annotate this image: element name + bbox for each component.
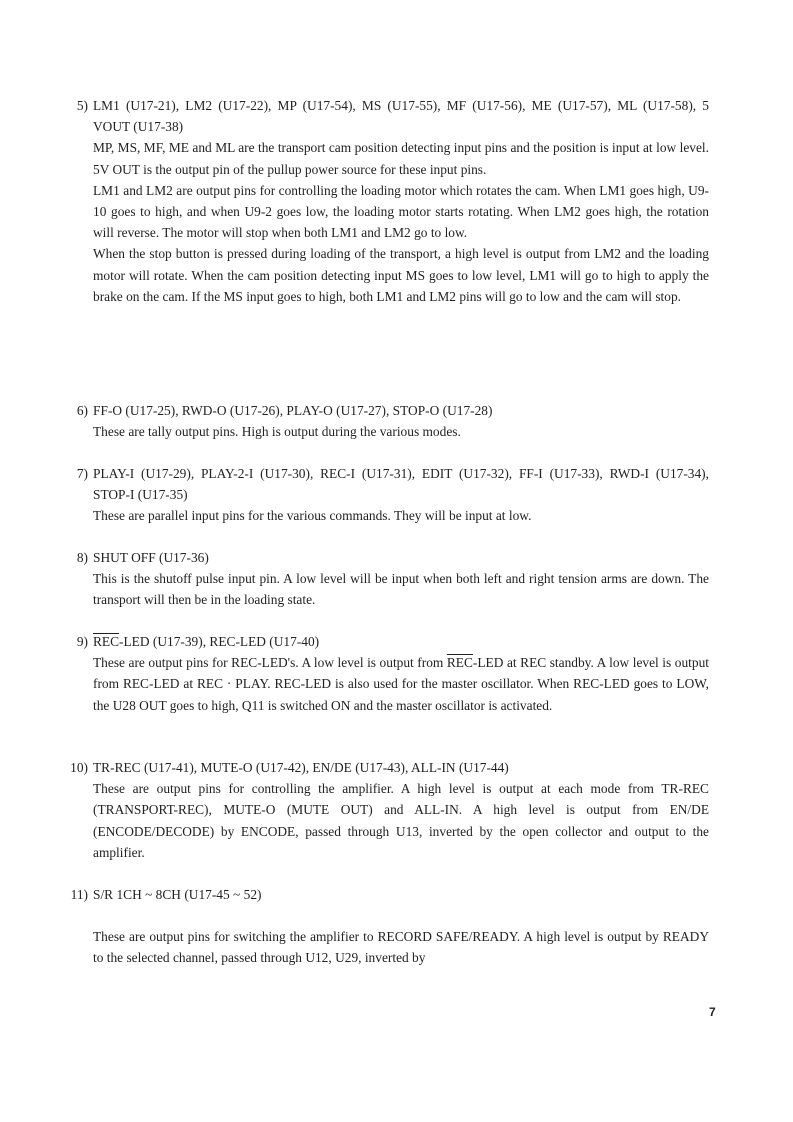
item-number: 9) [76, 634, 88, 649]
item-number: 5) [76, 98, 88, 113]
item-heading: SHUT OFF (U17-36) [93, 550, 209, 565]
item-paragraph: LM1 and LM2 are output pins for controlling the loading motor which rotates the cam. When LM1 goes high, U9-10 goes to high, and when U9-2 goes low, the loading motor starts rotating. When LM2 goes high, the rotation will reverse. The motor will stop when both LM1 and LM2 go to low. [93, 182, 709, 241]
item-paragraph: MP, MS, MF, ME and ML are the transport cam position detecting input pins and the position is input at low level. 5V OUT is the output pin of the pullup power source for these input pins. [93, 140, 709, 177]
item-number: 6) [76, 403, 88, 418]
item-heading: $\overline{REC}$-LED (U17-39), REC-LED (U17-40) [93, 634, 320, 649]
item-paragraph: These are output pins for switching the amplifier to RECORD SAFE/READY. A high level is output by READY to the selected channel, passed through U12, U29, inverted by [93, 929, 709, 966]
item-number: 7) [76, 466, 88, 481]
item-paragraph: These are output pins for controlling the amplifier. A high level is output at each mode from TR-REC (TRANSPORT-REC), MUTE-O (MUTE OUT) and ALL-IN. A high level is output from EN/DE (ENCODE/DECODE) by ENCODE, passed through U13, inverted by the open collector and output to the amplifier. [93, 781, 709, 860]
item-heading: FF-O (U17-25), RWD-O (U17-26), PLAY-O (U17-27), STOP-O (U17-28) [93, 403, 493, 418]
item-number: 10) [70, 760, 88, 775]
item-paragraph: These are parallel input pins for the various commands. They will be input at low. [93, 508, 532, 524]
overlined-text: $\overline{REC}$ [446, 655, 473, 671]
item-paragraph: When the stop button is pressed during loading of the transport, a high level is output from LM2 and the loading motor will rotate. When the cam position detecting input MS goes to low level, LM1 will go to high to apply the brake on the cam. If the MS input goes to high, both LM1 and LM2 pins will go to low and the cam will stop. [93, 246, 709, 304]
item-heading: S/R 1CH ~ 8CH (U17-45 ~ 52) [93, 887, 262, 902]
item-paragraph: These are output pins for REC-LED's. A low level is output from $\overline{REC}$-LED at REC standby. A low level is output from REC-LED at REC · PLAY. REC-LED is also used for the master oscillator. When REC-LED goes to LOW, the U28 OUT goes to high, Q11 is switched ON and the master oscillator is activated. [93, 655, 709, 713]
item-paragraph: This is the shutoff pulse input pin. A low level will be input when both left and right tension arms are down. The transport will then be in the loading state. [93, 571, 709, 608]
item-number: 8) [76, 550, 88, 565]
page-number: 7 [709, 1005, 716, 1019]
item-heading: PLAY-I (U17-29), PLAY-2-I (U17-30), REC-I (U17-31), EDIT (U17-32), FF-I (U17-33), RWD-I (U17-34), STOP-I (U17-35) [93, 466, 709, 503]
item-heading: TR-REC (U17-41), MUTE-O (U17-42), EN/DE (U17-43), ALL-IN (U17-44) [93, 760, 509, 775]
item-paragraph: These are tally output pins. High is output during the various modes. [93, 424, 461, 440]
item-heading: LM1 (U17-21), LM2 (U17-22), MP (U17-54), MS (U17-55), MF (U17-56), ME (U17-57), ML (U17-58), 5 VOUT (U17-38) [93, 98, 709, 135]
item-number: 11) [70, 887, 88, 902]
overlined-text: $\overline{REC}$ [93, 634, 120, 649]
